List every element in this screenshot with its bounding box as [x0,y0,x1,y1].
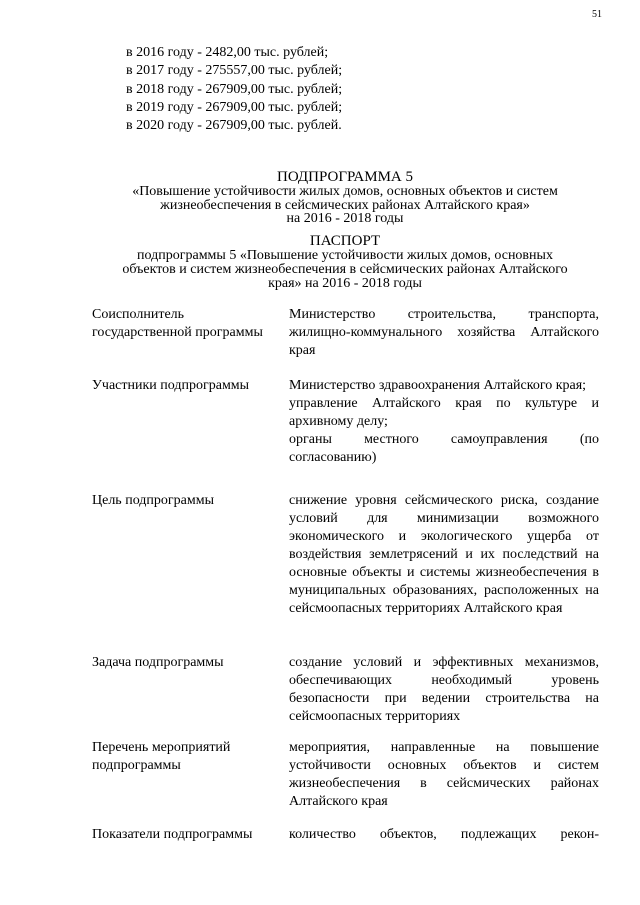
row-label: Соисполнитель государственной программы [92,307,263,340]
subprogram-heading: ПОДПРОГРАММА 5 [276,169,414,185]
row-value-paragraph: количество объектов, подлежащих рекон- [289,827,599,842]
row-label: Задача подпрограммы [92,655,224,670]
row-value [289,826,599,844]
subprogram-title-line: жизнеобеспечения в сейсмических районах Алтайского края» [160,197,530,213]
row-value [289,306,599,360]
funding-line-2018: в 2018 году - 267909,00 тыс. рублей; [126,81,343,97]
row-label: Участники подпрограммы [92,378,250,393]
funding-line-2020: в 2020 году - 267909,00 тыс. рублей. [126,118,342,134]
row-label: Показатели подпрограммы [92,827,253,842]
row-value-paragraph: снижение уровня сейсмического риска, создание условий для минимизации возможного экономического и экологического ущерба от воздействия землетрясений и их последствий на основные объекты и системы жизнеобеспечения в муниципальных образованиях, расположенных на сейсмоопасных территориях Алтайского края [289,493,599,616]
row-value-paragraph: Министерство здравоохранения Алтайского края; [289,378,587,393]
row-value-paragraph: Министерство строительства, транспорта, жилищно-коммунального хозяйства Алтайского края [289,307,599,358]
row-value [289,654,599,726]
row-value [289,377,599,467]
row-value [289,492,599,618]
row-value-paragraph: органы местного самоуправления (по согласованию) [289,432,599,465]
row-value-paragraph: создание условий и эффективных механизмов, обеспечивающих необходимый уровень безопасности при ведении строительства на сейсмоопасных территориях [289,655,599,724]
subprogram-title-line: на 2016 - 2018 годы [286,211,404,226]
row-value-paragraph: управление Алтайского края по культуре и архивному делу; [289,396,599,429]
funding-line-2017: в 2017 году - 275557,00 тыс. рублей; [126,63,343,79]
passport-title-line: края» на 2016 - 2018 годы [268,276,422,291]
row-label: Перечень мероприятий подпрограммы [92,740,231,773]
funding-list [126,44,342,135]
subprogram-title-block [60,169,630,226]
row-value-paragraph: мероприятия, направленные на повышение устойчивости основных объектов и систем жизнеобеспечения в сейсмических районах Алтайского края [289,740,599,809]
row-value [289,739,599,811]
passport-title-line: объектов и систем жизнеобеспечения в сейсмических районах Алтайского [122,262,568,277]
subprogram-title-line: «Повышение устойчивости жилых домов, основных объектов и систем [132,184,558,199]
funding-line-2016: в 2016 году - 2482,00 тыс. рублей; [126,45,329,60]
row-label: Цель подпрограммы [92,493,214,508]
funding-line-2019: в 2019 году - 267909,00 тыс. рублей; [126,99,343,115]
passport-title-line: подпрограммы 5 «Повышение устойчивости жилых домов, основных [137,248,553,263]
page-number: 51 [592,9,602,20]
passport-heading: ПАСПОРТ [309,233,381,249]
passport-title-block [60,233,630,291]
